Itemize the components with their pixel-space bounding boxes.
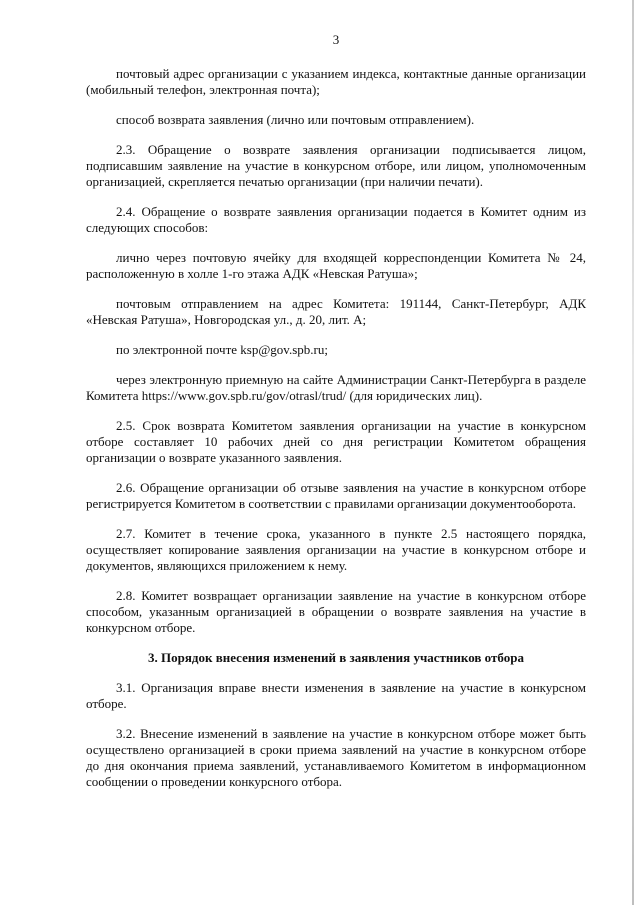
paragraph-email: по электронной почте ksp@gov.spb.ru; <box>116 342 328 357</box>
paragraph-2-8: 2.8. Комитет возвращает организации заявление на участие в конкурсном отборе способом, указанным организацией в обращении о возврате заявления на участие в конкурсном отборе. <box>86 588 586 635</box>
paragraph-web-reception: через электронную приемную на сайте Администрации Санкт-Петербурга в разделе Комитета https://www.gov.spb.ru/gov/otrasl/trud/ (для юридических лиц). <box>86 372 586 403</box>
paragraph-post-address: почтовым отправлением на адрес Комитета: 191144, Санкт-Петербург, АДК «Невская Ратуша», Новгородская ул., д. 20, лит. А; <box>86 296 586 327</box>
document-page <box>86 32 586 804</box>
paragraph-mailbox: лично через почтовую ячейку для входящей корреспонденции Комитета № 24, расположенную в холле 1-го этажа АДК «Невская Ратуша»; <box>86 250 586 281</box>
paragraph-3-1: 3.1. Организация вправе внести изменения в заявление на участие в конкурсном отборе. <box>86 680 586 711</box>
paragraph-2-3: 2.3. Обращение о возврате заявления организации подписывается лицом, подписавшим заявление на участие в конкурсном отборе, или лицом, уполномоченным организацией, скрепляется печатью организации (при наличии печати). <box>86 142 586 189</box>
scan-edge-shadow <box>632 0 634 905</box>
paragraph-return-method: способ возврата заявления (лично или почтовым отправлением). <box>116 112 475 127</box>
paragraph-2-6: 2.6. Обращение организации об отзыве заявления на участие в конкурсном отборе регистрируется Комитетом в соответствии с правилами организации документооборота. <box>86 480 586 511</box>
paragraph-2-4: 2.4. Обращение о возврате заявления организации подается в Комитет одним из следующих способов: <box>86 204 586 235</box>
paragraph-3-2: 3.2. Внесение изменений в заявление на участие в конкурсном отборе может быть осуществлено организацией в сроки приема заявлений на участие в конкурсном отборе до дня окончания приема заявлений, устанавливаемого Комитетом в информационном сообщении о проведении конкурсного отбора. <box>86 726 586 789</box>
paragraph-postal-address: почтовый адрес организации с указанием индекса, контактные данные организации (мобильный телефон, электронная почта); <box>86 66 586 97</box>
paragraph-2-5: 2.5. Срок возврата Комитетом заявления организации на участие в конкурсном отборе составляет 10 рабочих дней со дня регистрации Комитетом обращения организации о возврате указанного заявления. <box>86 418 586 465</box>
paragraph-2-7: 2.7. Комитет в течение срока, указанного в пункте 2.5 настоящего порядка, осуществляет копирование заявления организации на участие в конкурсном отборе и документов, являющихся приложением к нему. <box>86 526 586 573</box>
section-heading-3: 3. Порядок внесения изменений в заявления участников отбора <box>148 650 524 665</box>
page-number: 3 <box>332 32 340 47</box>
